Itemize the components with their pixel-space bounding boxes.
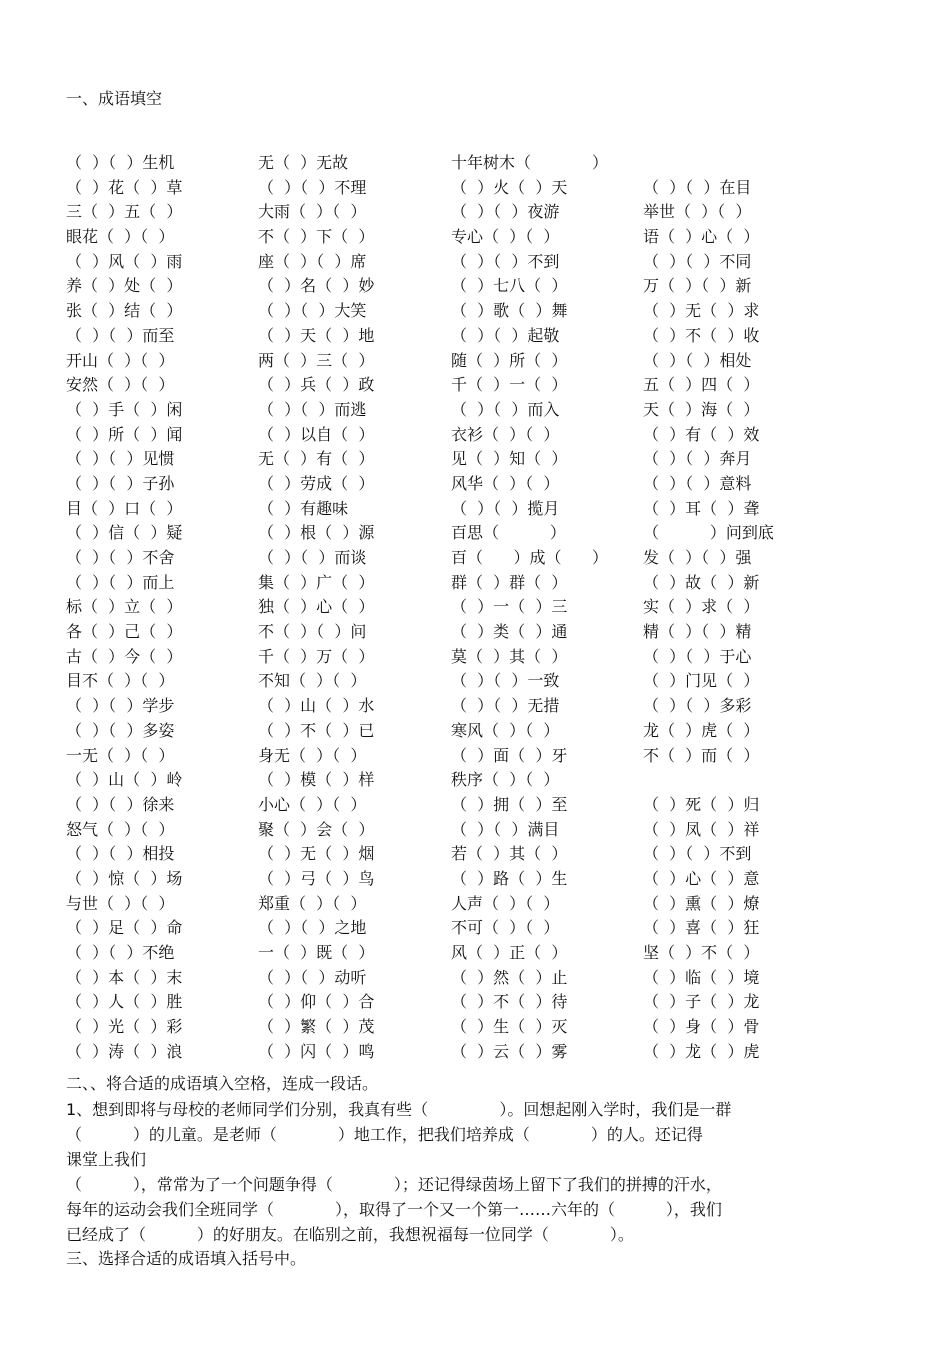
idiom-blank: （ ）（ ）不舍	[66, 548, 175, 567]
idiom-blank: 一（ ）既（ ）	[258, 943, 375, 962]
paragraph-line: 每年的运动会我们全班同学（ ），取得了一个又一个第一……六年的（ ），我们	[66, 1200, 722, 1219]
idiom-blank: 龙（ ）虎（ ）	[643, 720, 760, 740]
idiom-blank: 养（ ）处（ ）	[66, 276, 183, 296]
paragraph-line: 已经成了（ ）的好朋友。在临别之前，我想祝福每一位同学（ ）。	[66, 1225, 634, 1244]
idiom-blank: （ ）歌（ ）舞	[451, 301, 568, 321]
idiom-blank: （ ）（ ）于心	[643, 646, 752, 666]
idiom-blank: （ ）以自（ ）	[258, 424, 375, 444]
idiom-blank: 怒气（ ）（ ）	[66, 819, 175, 839]
idiom-blank: 古（ ）今（ ）	[66, 646, 183, 666]
idiom-blank: （ ）心（ ）意	[643, 868, 760, 888]
idiom-row	[66, 768, 886, 793]
idiom-blank: 不知（ ）（ ）	[258, 671, 367, 691]
paragraph-line: （ ），常常为了一个问题争得（ ）；还记得绿茵场上留下了我们的拼搏的汗水，	[66, 1175, 722, 1194]
idiom-blank: 随（ ）所（ ）	[451, 350, 568, 370]
idiom-row	[66, 447, 886, 472]
idiom-row	[66, 472, 886, 497]
paragraph-line: 课堂上我们	[66, 1150, 147, 1169]
idiom-blank: 各（ ）己（ ）	[66, 622, 183, 642]
idiom-blank: 风华（ ）（ ）	[451, 473, 560, 493]
idiom-blank: 不（ ）下（ ）	[258, 227, 375, 247]
idiom-blank: （ ）模（ ）样	[258, 770, 375, 790]
idiom-blank: （ ）有趣味	[258, 498, 349, 518]
idiom-blank: （ ）名（ ）妙	[258, 276, 375, 296]
idiom-blank: （ ）（ ）相投	[66, 844, 175, 864]
idiom-blank: （ ）类（ ）通	[451, 622, 568, 642]
idiom-blank: 无（ ）有（ ）	[258, 449, 375, 469]
idiom-row	[66, 373, 886, 398]
idiom-row	[66, 620, 886, 645]
idiom-blank: （ ）天（ ）地	[258, 325, 375, 345]
idiom-blank: （ ）熏（ ）燎	[643, 893, 760, 913]
idiom-blank: （ ）（ ）意料	[643, 473, 752, 493]
idiom-blank: （ ）有（ ）效	[643, 424, 760, 444]
idiom-row	[66, 595, 886, 620]
idiom-blank: （ ）（ ）而入	[451, 399, 560, 419]
idiom-blank: （ ）繁（ ）茂	[258, 1017, 375, 1037]
idiom-blank: （ ）（ ）大笑	[258, 301, 367, 321]
idiom-blank: （ ）（ ）不到	[643, 844, 752, 864]
idiom-blank: （ ）龙（ ）虎	[643, 1041, 760, 1061]
idiom-blank: （ ）（ ）满目	[451, 819, 560, 839]
idiom-blank: 座（ ）（ ）席	[258, 251, 367, 271]
idiom-blank: （ ）身（ ）骨	[643, 1017, 760, 1037]
idiom-blank: 安然（ ）（ ）	[66, 375, 175, 395]
idiom-blank: （ ）（ ）起敬	[451, 325, 560, 345]
idiom-blank: 小心（ ）（ ）	[258, 794, 367, 814]
idiom-blank: （ ）仰（ ）合	[258, 992, 375, 1012]
idiom-blank: （ ）临（ ）境	[643, 967, 760, 987]
idiom-row	[66, 571, 886, 596]
idiom-blank: （ ）花（ ）草	[66, 177, 183, 197]
idiom-row	[66, 916, 886, 941]
idiom-row	[66, 1040, 886, 1065]
idiom-row	[66, 694, 886, 719]
idiom-row	[66, 274, 886, 299]
idiom-blank: 聚（ ）会（ ）	[258, 819, 375, 839]
idiom-blank: （ ）山（ ）水	[258, 696, 375, 716]
idiom-blank: 坚（ ）不（ ）	[643, 943, 760, 962]
idiom-blank: （ ）（ ）而谈	[258, 548, 367, 567]
idiom-blank: （ ）（ ）动听	[258, 967, 367, 987]
idiom-blank: 衣衫（ ）（ ）	[451, 424, 560, 444]
idiom-blank: 人声（ ）（ ）	[451, 893, 560, 913]
idiom-row	[66, 941, 886, 966]
idiom-row	[66, 546, 886, 571]
paragraph-exercise	[66, 1097, 886, 1247]
idiom-blank: 开山（ ）（ ）	[66, 350, 175, 370]
idiom-blank: （ ）七八（ ）	[451, 276, 568, 296]
idiom-blank: 百（ ）成（ ）	[451, 548, 609, 567]
idiom-blank: （ ）故（ ）新	[643, 572, 760, 592]
idiom-row	[66, 719, 886, 744]
idiom-blank: 千（ ）万（ ）	[258, 646, 375, 666]
paragraph-line: 1、想到即将与母校的老师同学们分别，我真有些（ ）。回想起刚入学时，我们是一群	[66, 1100, 732, 1119]
idiom-blank: （ ）兵（ ）政	[258, 375, 375, 395]
idiom-blank: （ ）（ ）见惯	[66, 449, 175, 469]
idiom-blank: 举世（ ）（ ）	[643, 202, 752, 222]
idiom-row	[66, 867, 886, 892]
idiom-blank: （ ）（ ）不到	[451, 251, 560, 271]
idiom-blank: （ ）（ ）无措	[451, 696, 560, 716]
idiom-blank: （ ）手（ ）闲	[66, 399, 183, 419]
idiom-row	[66, 225, 886, 250]
idiom-blank: （ ）人（ ）胜	[66, 992, 183, 1012]
idiom-blank: 身无（ ）（ ）	[258, 745, 367, 765]
idiom-blank: 不（ ）（ ）问	[258, 622, 367, 642]
idiom-blank: 与世（ ）（ ）	[66, 893, 175, 913]
idiom-row	[66, 669, 886, 694]
section-1-title: 一、成语填空	[66, 89, 163, 108]
idiom-blank: （ ）面（ ）牙	[451, 745, 568, 765]
idiom-blank: 三（ ）五（ ）	[66, 202, 183, 222]
idiom-blank: 专心（ ）（ ）	[451, 227, 560, 247]
idiom-blank: （ ）（ ）徐来	[66, 794, 175, 814]
idiom-blank: 不可（ ）（ ）	[451, 918, 560, 938]
idiom-blank: 寒风（ ）（ ）	[451, 720, 560, 740]
idiom-blank: 无（ ）无故	[258, 153, 349, 172]
idiom-blank: 两（ ）三（ ）	[258, 350, 375, 370]
idiom-blank: （ ）然（ ）止	[451, 967, 568, 987]
idiom-row	[66, 250, 886, 275]
idiom-blank: （ ）凤（ ）祥	[643, 819, 760, 839]
idiom-blank: （ ）（ ）相处	[643, 350, 752, 370]
idiom-blank: （ ）（ ）而至	[66, 325, 175, 345]
idiom-blank: 不（ ）而（ ）	[643, 745, 760, 765]
idiom-blank: 五（ ）四（ ）	[643, 375, 760, 395]
idiom-blank: （ ）（ ）子孙	[66, 473, 175, 493]
idiom-blank: （ ）闪（ ）鸣	[258, 1041, 375, 1061]
idiom-row	[66, 990, 886, 1015]
idiom-row	[66, 645, 886, 670]
idiom-blank: （ ）（ ）在目	[643, 177, 752, 197]
idiom-blank: （ ）涛（ ）浪	[66, 1041, 183, 1061]
idiom-blank: （ ）（ ）不同	[643, 251, 752, 271]
idiom-blank: （ ）子（ ）龙	[643, 992, 760, 1012]
idiom-row	[66, 423, 886, 448]
idiom-blank: 独（ ）心（ ）	[258, 597, 375, 617]
idiom-blank: 眼花（ ）（ ）	[66, 227, 175, 247]
idiom-blank: 集（ ）广（ ）	[258, 572, 375, 592]
idiom-row	[66, 398, 886, 423]
idiom-row	[66, 842, 886, 867]
idiom-blank: （ ）无（ ）烟	[258, 844, 375, 864]
idiom-blank: （ ）信（ ）疑	[66, 523, 183, 543]
idiom-blank: （ ）喜（ ）狂	[643, 918, 760, 938]
idiom-blank: （ ）（ ）夜游	[451, 202, 560, 222]
idiom-blank: （ ）不（ ）收	[643, 325, 760, 345]
idiom-blank: （ ）（ ）学步	[66, 696, 175, 716]
idiom-blank: 实（ ）求（ ）	[643, 597, 760, 617]
idiom-blank: （ ）（ ）不绝	[66, 943, 175, 962]
idiom-blank: （ ）一（ ）三	[451, 597, 568, 617]
idiom-blank: 发（ ）（ ）强	[643, 548, 752, 567]
idiom-blank: （ ）足（ ）命	[66, 918, 183, 938]
idiom-blank: （ ）弓（ ）鸟	[258, 868, 375, 888]
idiom-row	[66, 966, 886, 991]
idiom-blank: （ ）风（ ）雨	[66, 251, 183, 271]
idiom-blank: （ ）死（ ）归	[643, 794, 760, 814]
idiom-blank: 郑重（ ）（ ）	[258, 893, 367, 913]
idiom-row	[66, 151, 886, 176]
idiom-row	[66, 299, 886, 324]
idiom-blank: 一无（ ）（ ）	[66, 745, 175, 765]
idiom-row	[66, 892, 886, 917]
idiom-blank: （ ）不（ ）已	[258, 720, 375, 740]
idiom-blank: 精（ ）（ ）精	[643, 622, 752, 642]
idiom-blank: （ ）山（ ）岭	[66, 770, 183, 790]
idiom-blank: （ ）生（ ）灭	[451, 1017, 568, 1037]
idiom-blank: 莫（ ）其（ ）	[451, 646, 568, 666]
idiom-blank: （ ）本（ ）末	[66, 967, 183, 987]
idiom-row	[66, 521, 886, 546]
section-3-title: 三、选择合适的成语填入括号中。	[66, 1249, 307, 1268]
idiom-blank: （ ）（ ）而上	[66, 572, 175, 592]
idiom-blank: （ ）（ ）多姿	[66, 720, 175, 740]
idiom-blank: 大雨（ ）（ ）	[258, 202, 367, 222]
idiom-blank: （ ）光（ ）彩	[66, 1017, 183, 1037]
idiom-row	[66, 1015, 886, 1040]
idiom-blank: （ ）所（ ）闻	[66, 424, 183, 444]
idiom-blank: （ ）门见（ ）	[643, 671, 760, 691]
idiom-blank: （ ）劳成（ ）	[258, 473, 375, 493]
section-2-title: 二、、将合适的成语填入空格，连成一段话。	[66, 1074, 379, 1093]
idiom-blank: （ ）路（ ）生	[451, 868, 568, 888]
idiom-blank: 百思（ ）	[451, 523, 566, 543]
idiom-row	[66, 497, 886, 522]
idiom-blank: 标（ ）立（ ）	[66, 597, 183, 617]
idiom-blank: （ ）不（ ）待	[451, 992, 568, 1012]
idiom-blank: （ ）拥（ ）至	[451, 794, 568, 814]
idiom-row	[66, 793, 886, 818]
idiom-blank: 见（ ）知（ ）	[451, 449, 568, 469]
idiom-blank: （ ）问到底	[643, 523, 774, 543]
idiom-blank: （ ）（ ）一致	[451, 671, 560, 691]
idiom-row	[66, 324, 886, 349]
idiom-blank: 语（ ）心（ ）	[643, 227, 760, 247]
idiom-grid	[66, 151, 886, 1064]
idiom-row	[66, 349, 886, 374]
idiom-blank: （ ）（ ）不理	[258, 177, 367, 197]
idiom-blank: 千（ ）一（ ）	[451, 375, 568, 395]
idiom-blank: 万（ ）（ ）新	[643, 276, 752, 296]
idiom-blank: （ ）（ ）多彩	[643, 696, 752, 716]
idiom-blank: （ ）（ ）揽月	[451, 498, 560, 518]
idiom-blank: （ ）火（ ）天	[451, 177, 568, 197]
idiom-blank: （ ）（ ）而逃	[258, 399, 367, 419]
idiom-blank: （ ）云（ ）雾	[451, 1041, 568, 1061]
idiom-blank: （ ）耳（ ）聋	[643, 498, 760, 518]
idiom-blank: （ ）（ ）之地	[258, 918, 367, 938]
idiom-row	[66, 744, 886, 769]
idiom-blank: 天（ ）海（ ）	[643, 399, 760, 419]
idiom-blank: 群（ ）群（ ）	[451, 572, 568, 592]
idiom-row	[66, 176, 886, 201]
idiom-blank: （ ）惊（ ）场	[66, 868, 183, 888]
idiom-blank: 若（ ）其（ ）	[451, 844, 568, 864]
idiom-blank: （ ）无（ ）求	[643, 301, 760, 321]
idiom-blank: 目不（ ）（ ）	[66, 671, 175, 691]
idiom-blank: 目（ ）口（ ）	[66, 498, 183, 518]
idiom-blank: 张（ ）结（ ）	[66, 301, 183, 321]
idiom-row	[66, 818, 886, 843]
idiom-blank: 风（ ）正（ ）	[451, 943, 568, 962]
idiom-blank: （ ）（ ）生机	[66, 153, 175, 172]
idiom-blank: 秩序（ ）（ ）	[451, 770, 560, 790]
idiom-blank: 十年树木（ ）	[451, 153, 609, 172]
idiom-blank: （ ）根（ ）源	[258, 523, 375, 543]
idiom-row	[66, 200, 886, 225]
idiom-blank: （ ）（ ）奔月	[643, 449, 752, 469]
paragraph-line: （ ）的儿童。是老师（ ）地工作，把我们培养成（ ）的人。还记得	[66, 1125, 703, 1144]
